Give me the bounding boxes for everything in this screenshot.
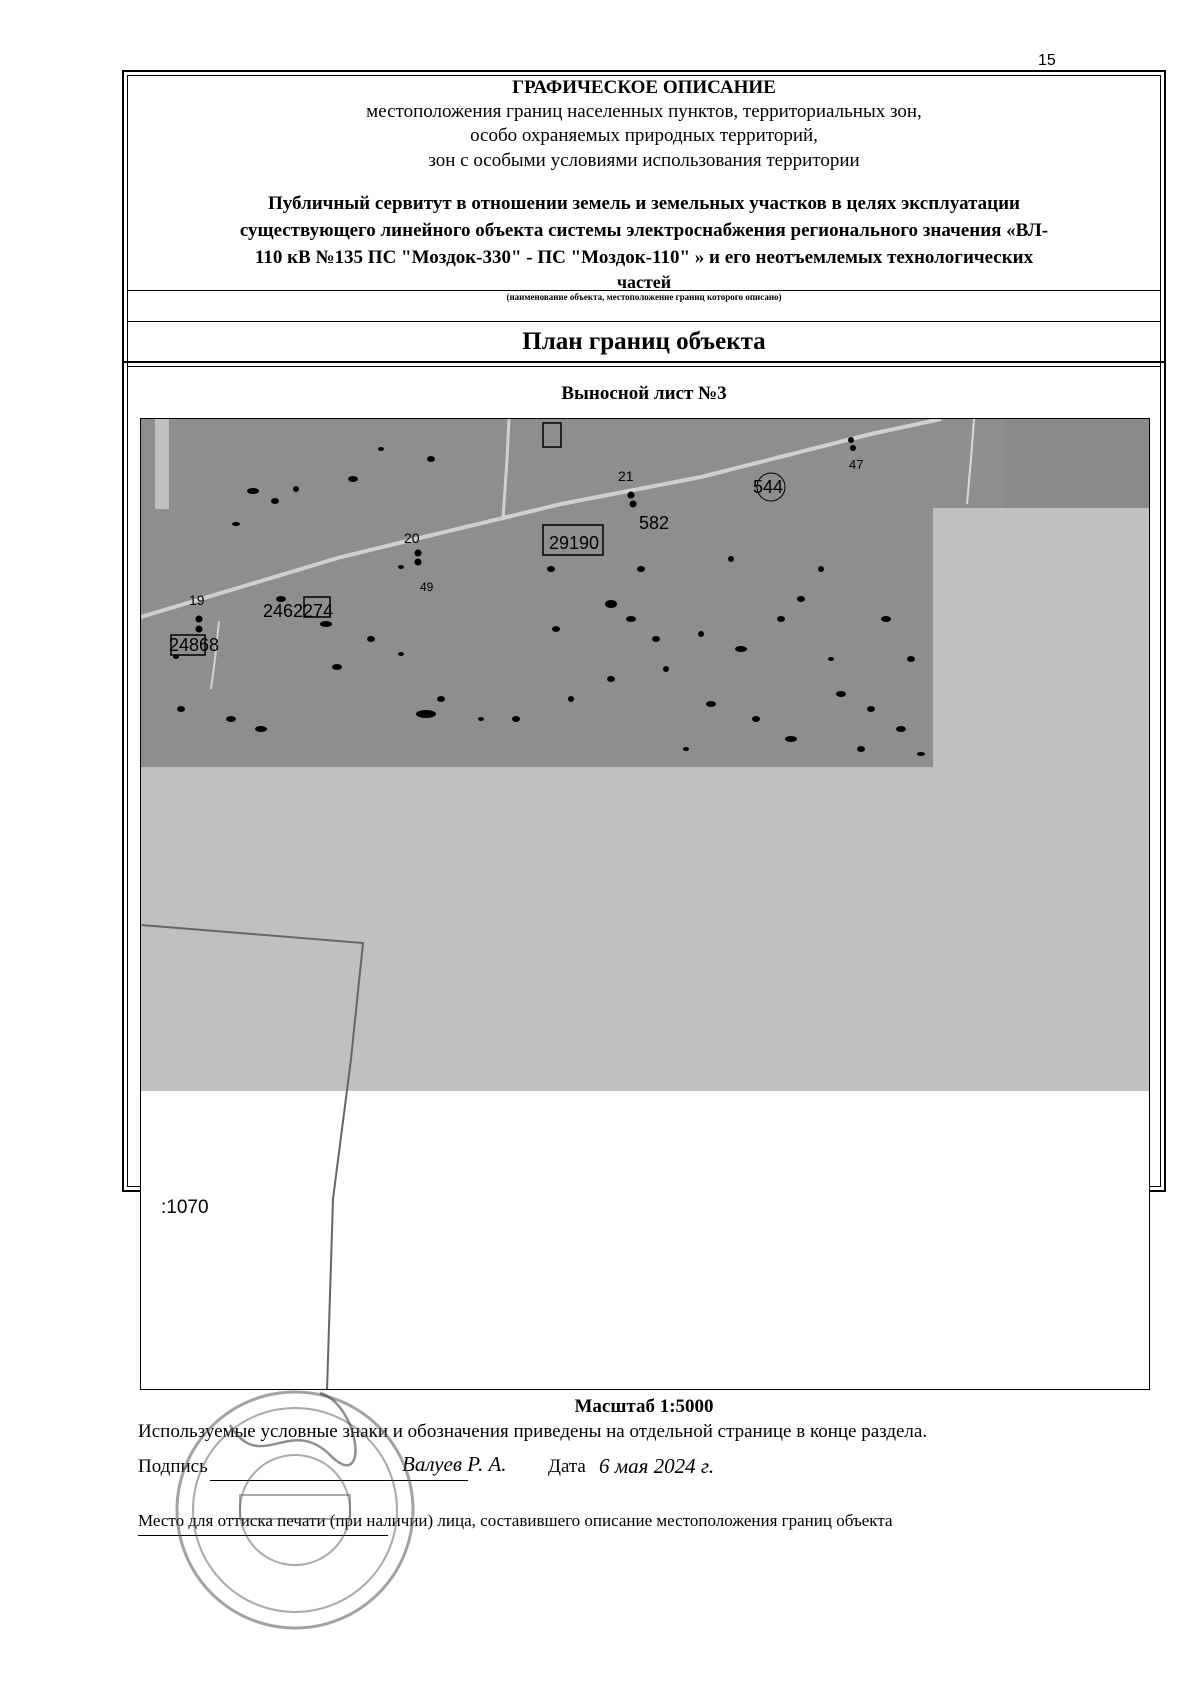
subtitle-line-2: особо охраняемых природных территорий, <box>470 125 818 146</box>
object-name-line-4: частей <box>616 272 672 292</box>
signature-date: 6 мая 2024 г. <box>599 1454 715 1478</box>
plan-title: План границ объекта <box>522 328 766 355</box>
map-scale: Масштаб 1:5000 <box>574 1396 714 1417</box>
date-label: Дата <box>548 1456 586 1477</box>
map-label: 582 <box>639 513 670 533</box>
map-label: 19 <box>189 592 205 608</box>
map-label: 29190 <box>549 533 600 553</box>
sheet-title: Выносной лист №3 <box>561 383 727 404</box>
dark-strip <box>1003 419 1150 508</box>
plan-section-divider <box>122 361 1166 363</box>
map-label: 2462274 <box>263 601 334 621</box>
signature-row <box>138 1452 1038 1486</box>
legend-note: Используемые условные знаки и обозначения приведены на отдельной странице в конце раздела. <box>138 1421 928 1442</box>
subtitle-line-3: зон с особыми условиями использования территории <box>428 150 860 171</box>
map-label: 47 <box>849 457 864 472</box>
map-label: 20 <box>404 530 420 546</box>
map-drawing <box>141 419 1150 1390</box>
seal-note: Место для оттиска печати (при наличии) лица, составившего описание местоположения границ объекта <box>138 1511 893 1530</box>
object-name-line-3: 110 кВ №135 ПС "Моздок-330" - ПС "Моздок-110" » и его неотъемлемых технологических <box>254 247 1034 268</box>
signer-name: Валуев Р. А. <box>402 1452 507 1476</box>
object-caption: (наименование объекта, местоположение границ которого описано) <box>506 292 782 302</box>
parcel-label: :1070 <box>161 1197 209 1218</box>
seal-line <box>138 1535 388 1536</box>
object-name-line-1: Публичный сервитут в отношении земель и земельных участков в целях эксплуатации <box>268 193 1020 214</box>
plan-title-divider <box>127 321 1161 322</box>
map-label: 49 <box>420 580 434 594</box>
signature-line <box>210 1480 468 1481</box>
map-label: 24868 <box>169 635 220 655</box>
white-zone-area <box>141 1091 1150 1390</box>
map-label: 544 <box>753 477 784 497</box>
object-name-line-2: существующего линейного объекта системы электроснабжения регионального значения «ВЛ- <box>239 220 1049 241</box>
light-strip <box>155 419 169 509</box>
signature-label: Подпись <box>138 1456 208 1477</box>
subtitle-line-1: местоположения границ населенных пунктов, территориальных зон, <box>366 101 922 122</box>
plan-section-divider-inner <box>127 366 1161 367</box>
map-label: 21 <box>618 468 634 484</box>
boundary-map <box>140 418 1150 1390</box>
document-title: ГРАФИЧЕСКОЕ ОПИСАНИЕ <box>512 77 776 98</box>
caption-divider <box>127 290 1161 291</box>
page-number: 15 <box>1038 52 1056 69</box>
